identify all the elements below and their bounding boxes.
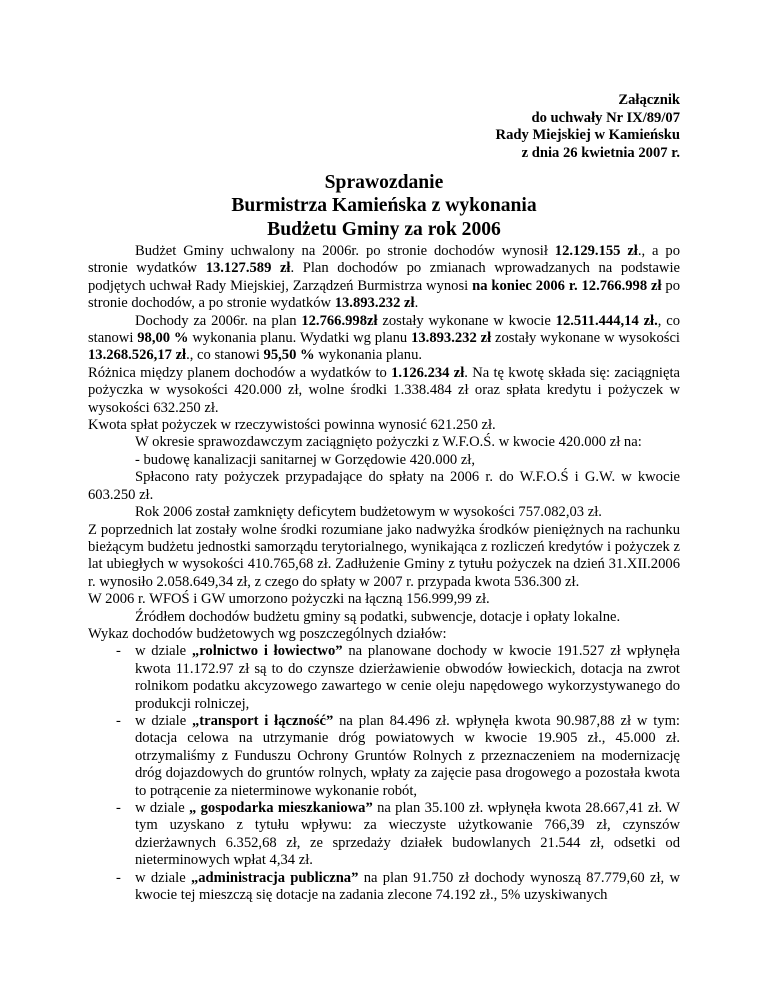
report-body (88, 243, 680, 904)
annex-line-2: do uchwały Nr IX/89/07 (531, 109, 680, 126)
paragraph-budget-plan: Budżet Gminy uchwalony na 2006r. po stronie dochodów wynosił 12.129.155 zł., a po stronie wydatków 13.127.589 zł. Plan dochodów po zmianach wprowadzanych na podstawie podjętych uchwał Rady Miejskiej, Zarządzeń Burmistrza wynosi na koniec 2006 r. 12.766.998 zł po stronie dochodów, a po stronie wydatków 13.893.232 zł. (88, 243, 681, 312)
annex-header (496, 92, 680, 162)
paragraph-loan-remission: W 2006 r. WFOŚ i GW umorzono pożyczki na łączną 156.999,99 zł. (88, 591, 490, 608)
document-title (88, 171, 680, 241)
title-line-2: Burmistrza Kamieńska z wykonania (231, 195, 537, 217)
paragraph-repayment: Kwota spłat pożyczek w rzeczywistości powinna wynosić 621.250 zł. (88, 417, 496, 434)
list-item: - w dziale „ gospodarka mieszkaniowa” na plan 35.100 zł. wpłynęła kwota 28.667,41 zł. W tym uzyskano z tytułu wpływu: za wieczyste użytkowanie 766,39 zł, czynszów dzierżawnych 6.352,68 zł, ze sprzedaży działek budowlanych 21.544 zł, odsetki od nieterminowych wpłat 4,34 zł. (116, 800, 680, 869)
annex-line-4: z dnia 26 kwietnia 2007 r. (521, 144, 680, 161)
annex-line-1: Załącznik (618, 92, 680, 108)
paragraph-difference: Różnica między planem dochodów a wydatków to 1.126.234 zł. Na tę kwotę składa się: zaciągnięta pożyczka w wysokości 420.000 zł, wolne środki 1.338.484 zł oraz spłata kredytu i pożyczek w wysokości 632.250 zł. (88, 364, 680, 416)
income-department-list (88, 643, 680, 904)
list-item: - w dziale „rolnictwo i łowiectwo” na planowane dochody w kwocie 191.527 zł wpłynęła kwota 11.172.97 zł są to do czynsze dzierżawienie obwodów łowieckich, dotacja na zwrot rolnikom podatku akcyzowego zawartego w cenie oleju napędowego wykorzystywanego do produkcji rolniczej, (116, 643, 680, 712)
paragraph-loans-taken: W okresie sprawozdawczym zaciągnięto pożyczki z W.F.O.Ś. w kwocie 420.000 zł na: (135, 434, 642, 451)
title-line-1: Sprawozdanie (324, 172, 444, 193)
paragraph-income-sources: Źródłem dochodów budżetu gminy są podatki, subwencje, dotacje i opłaty lokalne. (135, 608, 621, 625)
annex-line-3: Rady Miejskiej w Kamieńsku (495, 127, 680, 144)
paragraph-sewer-loan: - budowę kanalizacji sanitarnej w Gorzędowie 420.000 zł, (135, 451, 475, 468)
paragraph-deficit: Rok 2006 został zamknięty deficytem budżetowym w wysokości 757.082,03 zł. (135, 504, 602, 521)
paragraph-loans-repaid: Spłacono raty pożyczek przypadające do spłaty na 2006 r. do W.F.O.Ś i G.W. w kwocie 603.250 zł. (88, 469, 680, 503)
list-item: - w dziale „administracja publiczna” na plan 91.750 zł dochody wynoszą 87.779,60 zł, w kwocie tej mieszczą się dotacje na zadania zlecone 74.192 zł., 5% uzyskiwanych (116, 869, 680, 904)
paragraph-execution: Dochody za 2006r. na plan 12.766.998zł zostały wykonane w kwocie 12.511.444,14 zł., co stanowi 98,00 % wykonania planu. Wydatki wg planu 13.893.232 zł zostały wykonane w wysokości 13.268.526,17 zł., co stanowi 95,50 % wykonania planu. (88, 312, 680, 364)
title-line-3: Budżetu Gminy za rok 2006 (267, 218, 501, 240)
paragraph-free-funds: Z poprzednich lat zostały wolne środki rozumiane jako nadwyżka środków pieniężnych na rachunku bieżącym budżetu jednostki samorządu terytorialnego, wynikająca z rozliczeń kredytów i pożyczek z lat ubiegłych w wysokości 410.765,68 zł. Zadłużenie Gminy z tytułu pożyczek na dzień 31.XII.2006 r. wynosiło 2.058.649,34 zł, z czego do spłaty w 2007 r. przypada kwota 536.300 zł. (88, 521, 680, 590)
list-item: - w dziale „transport i łączność” na plan 84.496 zł. wpłynęła kwota 90.987,88 zł w tym: dotacja celowa na utrzymanie dróg powiatowych w kwocie 19.905 zł., 45.000 zł. otrzymaliśmy z Funduszu Ochrony Gruntów Rolnych z przeznaczeniem na modernizację dróg dojazdowych do gruntów rolnych, wpłaty za zajęcie pasa drogowego a pozostała kwota to potrącenie za nieterminowe wykonanie robót, (116, 712, 680, 799)
paragraph-income-list-intro: Wykaz dochodów budżetowych wg poszczególnych działów: (88, 625, 447, 642)
